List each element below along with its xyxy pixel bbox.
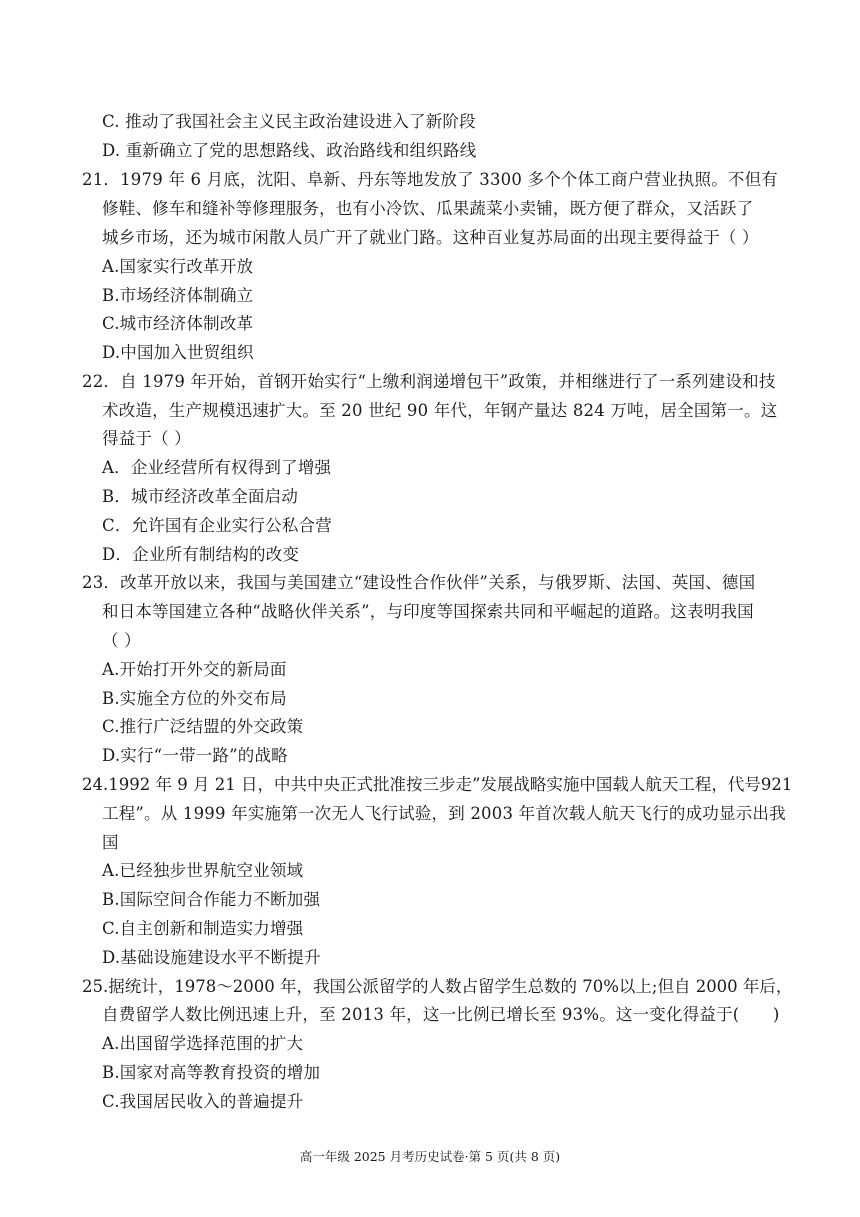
- q23-stem-line-1: 23．改革开放以来，我国与美国建立“建设性合作伙伴”关系，与俄罗斯、法国、英国、德国: [82, 573, 756, 592]
- q21-option-c: C.城市经济体制改革: [102, 314, 254, 333]
- q23-option-a: A.开始打开外交的新局面: [102, 660, 287, 679]
- q24-option-c: C.自主创新和制造实力增强: [102, 919, 304, 938]
- q22-option-a: A．企业经营所有权得到了增强: [102, 458, 332, 477]
- q25-stem-line-1: 25.据统计，1978～2000 年，我国公派留学的人数占留学生总数的 70%以上;但自 2000 年后，: [82, 977, 793, 996]
- q22-stem-line-1: 22．自 1979 年开始，首钢开始实行“上缴利润递增包干”政策，并相继进行了一系列建设和技: [82, 372, 776, 391]
- q24-stem-line-3: 国: [102, 833, 119, 852]
- q23-option-c: C.推行广泛结盟的外交政策: [102, 717, 304, 736]
- page-footer: 高一年级 2025 月考历史试卷·第 5 页(共 8 页): [299, 1149, 561, 1164]
- q24-option-a: A.已经独步世界航空业领域: [102, 861, 304, 880]
- q23-option-b: B.实施全方位的外交布局: [102, 689, 287, 708]
- q25-option-a: A.出国留学选择范围的扩大: [102, 1034, 304, 1053]
- q25-option-b: B.国家对高等教育投资的增加: [102, 1063, 321, 1082]
- q24-stem-line-2: 工程”。从 1999 年实施第一次无人飞行试验，到 2003 年首次载人航天飞行的成功显示出我: [102, 804, 786, 823]
- q23-stem-line-2: 和日本等国建立各种“战略伙伴关系”，与印度等国探索共同和平崛起的道路。这表明我国: [102, 602, 754, 621]
- q21-option-b: B.市场经济体制确立: [102, 286, 254, 305]
- q25-stem-line-2: 自费留学人数比例迅速上升，至 2013 年，这一比例已增长至 93%。这一变化得益于( ): [102, 1005, 780, 1024]
- q23-stem-line-3: （ ）: [102, 631, 141, 650]
- q24-option-b: B.国际空间合作能力不断加强: [102, 890, 321, 909]
- q21-stem-line-2: 修鞋、修车和缝补等修理服务，也有小冷饮、瓜果蔬菜小卖铺，既方便了群众，又活跃了: [102, 199, 754, 218]
- q21-stem-line-3: 城乡市场，还为城市闲散人员广开了就业门路。这种百业复苏局面的出现主要得益于（ ）: [102, 228, 759, 247]
- q21-option-d: D.中国加入世贸组织: [102, 343, 254, 362]
- q21-stem-line-1: 21．1979 年 6 月底，沈阳、阜新、丹东等地发放了 3300 多个个体工商户营业执照。不但有: [82, 170, 779, 189]
- q24-option-d: D.基础设施建设水平不断提升: [102, 948, 321, 967]
- q22-option-d: D．企业所有制结构的改变: [102, 545, 300, 564]
- q22-stem-line-3: 得益于（ ）: [102, 429, 191, 448]
- q22-stem-line-2: 术改造，生产规模迅速扩大。至 20 世纪 90 年代，年钢产量达 824 万吨，居全国第一。这: [102, 401, 778, 420]
- prev-option-d: D. 重新确立了党的思想路线、政治路线和组织路线: [102, 141, 477, 160]
- q25-option-c: C.我国居民收入的普遍提升: [102, 1092, 304, 1111]
- q23-option-d: D.实行“一带一路”的战略: [102, 746, 288, 765]
- q22-option-b: B．城市经济改革全面启动: [102, 487, 299, 506]
- q22-option-c: C．允许国有企业实行公私合营: [102, 516, 332, 535]
- prev-option-c: C. 推动了我国社会主义民主政治建设进入了新阶段: [102, 112, 476, 131]
- q21-option-a: A.国家实行改革开放: [102, 257, 254, 276]
- q24-stem-line-1: 24.1992 年 9 月 21 日，中共中央正式批准按三步走”发展战略实施中国载人航天工程，代号921: [82, 775, 793, 794]
